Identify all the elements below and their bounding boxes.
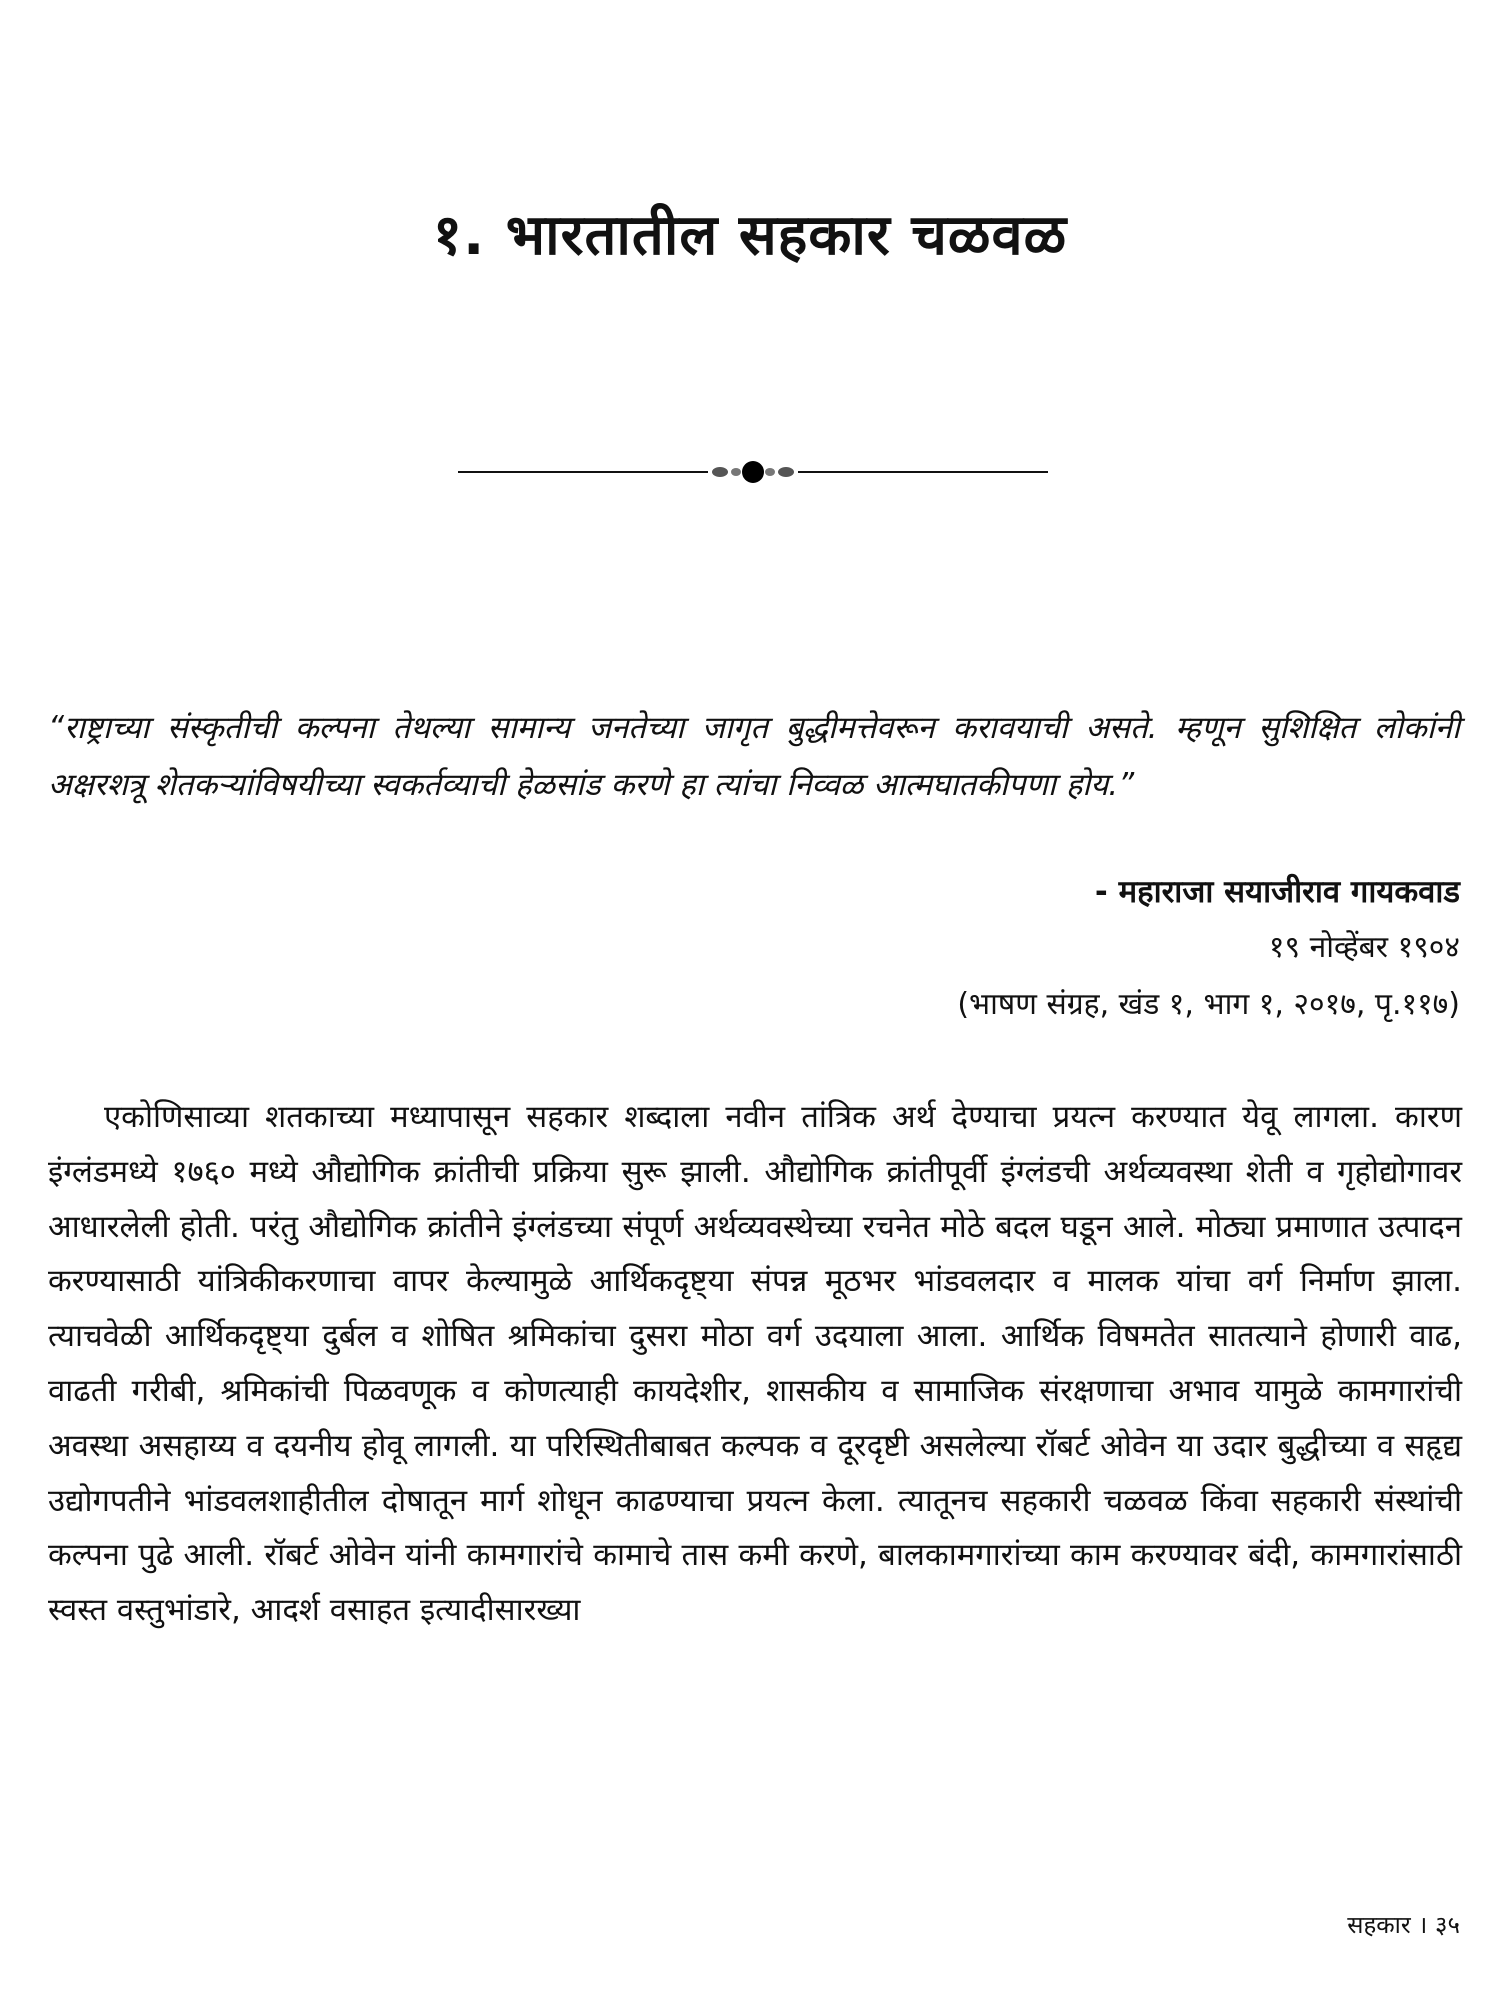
epigraph-date: १९ नोव्हेंबर १९०४	[1268, 930, 1460, 965]
epigraph-author: - महाराजा सयाजीराव गायकवाड	[1094, 874, 1460, 910]
epigraph-source: (भाषण संग्रह, खंड १, भाग १, २०१७, पृ.११७)	[957, 987, 1460, 1022]
body-paragraph: एकोणिसाव्या शतकाच्या मध्यापासून सहकार शब्दाला नवीन तांत्रिक अर्थ देण्याचा प्रयत्न करण्यात येवू लागला. कारण इंग्लंडमध्ये १७६० मध्ये औद्योगिक क्रांतीची प्रक्रिया सुरू झाली. औद्योगिक क्रांतीपूर्वी इंग्लंडची अर्थव्यवस्था शेती व गृहोद्योगावर आधारलेली होती. परंतु औद्योगिक क्रांतीने इंग्लंडच्या संपूर्ण अर्थव्यवस्थेच्या रचनेत मोठे बदल घडून आले. मोठ्या प्रमाणात उत्पादन करण्यासाठी यांत्रिकीकरणाचा वापर केल्यामुळे आर्थिकदृष्ट्या संपन्न मूठभर भांडवलदार व मालक यांचा वर्ग निर्माण झाला. त्याचवेळी आर्थिकदृष्ट्या दुर्बल व शोषित श्रमिकांचा दुसरा मोठा वर्ग उदयाला आला. आर्थिक विषमतेत सातत्याने होणारी वाढ, वाढती गरीबी, श्रमिकांची पिळवणूक व कोणत्याही कायदेशीर, शासकीय व सामाजिक संरक्षणाचा अभाव यामुळे कामगारांची अवस्था असहाय्य व दयनीय होवू लागली. या परिस्थितीबाबत कल्पक व दूरदृष्टी असलेल्या रॉबर्ट ओवेन या उदार बुद्धीच्या व सहृद्य उद्योगपतीने भांडवलशाहीतील दोषातून मार्ग शोधून काढण्याचा प्रयत्न केला. त्यातूनच सहकारी चळवळ किंवा सहकारी संस्थांची कल्पना पुढे आली. रॉबर्ट ओवेन यांनी कामगारांचे कामाचे तास कमी करणे, बालकामगारांच्या काम करण्यावर बंदी, कामगारांसाठी स्वस्त वस्तुभांडारे, आदर्श वसाहत इत्यादीसारख्या	[48, 1099, 1462, 1629]
chapter-title: १. भारतातील सहकार चळवळ	[432, 203, 1068, 268]
running-footer: सहकार । ३५	[1347, 1911, 1460, 1939]
ornament-divider	[458, 452, 1048, 492]
epigraph-quote: “राष्ट्राच्या संस्कृतीची कल्पना तेथल्या सामान्य जनतेच्या जागृत बुद्धीमत्तेवरून करावयाची असते. म्हणून सुशिक्षित लोकांनी अक्षरशत्रू शेतकऱ्यांविषयीच्या स्वकर्तव्याची हेळसांड करणे हा त्यांचा निव्वळ आत्मघातकीपणा होय.”	[48, 710, 1460, 803]
